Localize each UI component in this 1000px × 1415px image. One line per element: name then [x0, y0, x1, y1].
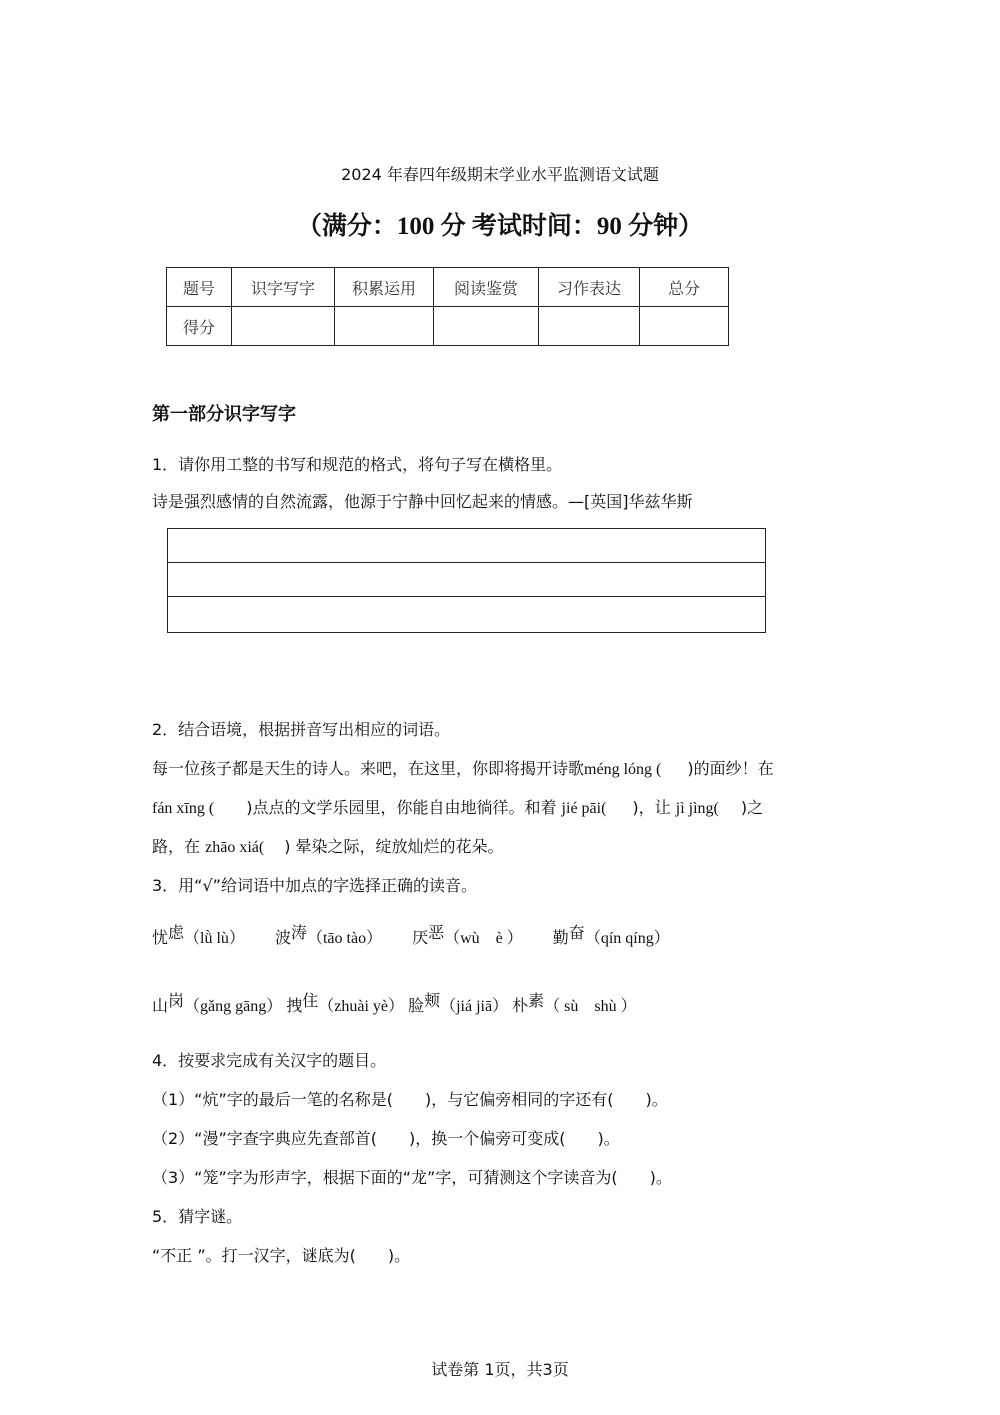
- word-char: 山: [152, 996, 169, 1015]
- word-item: [286, 991, 405, 1015]
- passage-text: ) 晕染之际，绽放灿烂的花朵。: [284, 837, 504, 856]
- pronunciation-options[interactable]: （gǎng gāng）: [184, 998, 283, 1015]
- question-3-row-1: [152, 923, 670, 949]
- writing-grid-line: [168, 562, 765, 563]
- table-header-cell: 识字写字: [232, 268, 335, 307]
- question-2-prompt: 2．结合语境，根据拼音写出相应的词语。: [152, 720, 451, 739]
- word-item: [274, 923, 383, 947]
- word-char: 勤: [552, 928, 569, 947]
- dotted-char: 住: [302, 991, 319, 1010]
- question-2-line-2: [152, 798, 763, 819]
- word-char: 拽: [286, 996, 303, 1015]
- pronunciation-options[interactable]: （tāo tào）: [306, 930, 383, 947]
- pronunciation-options[interactable]: （jiá jiā）: [440, 998, 509, 1015]
- question-3-row-2: [152, 991, 637, 1017]
- dotted-char: 涛: [290, 923, 307, 942]
- writing-grid-line: [168, 596, 765, 597]
- pinyin-text: méng lóng (: [584, 761, 662, 778]
- table-header-cell: 题号: [167, 268, 232, 307]
- word-item: [152, 991, 283, 1015]
- passage-text: )点点的文学乐园里，你能自由地徜徉。和着: [246, 798, 557, 817]
- dotted-char: 岗: [168, 991, 185, 1010]
- pinyin-text: jié pāi(: [561, 800, 607, 817]
- question-2-line-1: [152, 759, 774, 780]
- pinyin-text: jì jìng(: [675, 800, 719, 817]
- word-char: 忧: [152, 928, 169, 947]
- question-4-item-3: （3）“笼”字为形声字，根据下面的“龙”字，可猜测这个字读音为( )。: [152, 1168, 672, 1187]
- question-1-quote: 诗是强烈感情的自然流露，他源于宁静中回忆起来的情感。—[英国]华兹华斯: [152, 492, 693, 511]
- question-2-line-3: [152, 837, 504, 858]
- writing-grid[interactable]: [167, 528, 766, 633]
- pronunciation-options[interactable]: （zhuài yè）: [318, 998, 405, 1015]
- exam-title: 2024 年春四年级期末学业水平监测语文试题: [341, 165, 659, 184]
- table-header-cell: 习作表达: [539, 268, 640, 307]
- dotted-char: 颊: [424, 991, 441, 1010]
- score-table-header-row: [167, 268, 729, 307]
- pronunciation-options[interactable]: （wù è ）: [444, 930, 523, 947]
- word-char: 朴: [512, 996, 529, 1015]
- passage-text: 路，在: [152, 837, 201, 856]
- word-char: 波: [274, 928, 291, 947]
- question-5-prompt: 5．猜字谜。: [152, 1207, 243, 1226]
- word-item: [552, 923, 670, 947]
- score-table-score-row: [167, 307, 729, 346]
- pronunciation-options[interactable]: （ sù shù ）: [544, 998, 637, 1015]
- question-4-item-1: （1）“炕”字的最后一笔的名称是( )，与它偏旁相同的字还有( )。: [152, 1090, 668, 1109]
- question-1-prompt: 1．请你用工整的书写和规范的格式，将句子写在横格里。: [152, 455, 563, 474]
- table-header-cell: 总分: [640, 268, 729, 307]
- question-5-riddle: “不正 ”。打一汉字，谜底为( )。: [152, 1246, 411, 1265]
- pinyin-text: fán xīng (: [152, 800, 215, 817]
- score-cell[interactable]: [640, 307, 729, 346]
- table-row-label: 得分: [167, 307, 232, 346]
- score-cell[interactable]: [232, 307, 335, 346]
- passage-text: )的面纱！在: [687, 759, 774, 778]
- passage-text: )，让: [632, 798, 671, 817]
- dotted-char: 虑: [168, 923, 185, 942]
- table-header-cell: 积累运用: [335, 268, 434, 307]
- word-item: [152, 923, 245, 947]
- page-footer: 试卷第 1页，共3页: [431, 1360, 569, 1379]
- word-char: 厌: [412, 928, 429, 947]
- passage-text: 每一位孩子都是天生的诗人。来吧，在这里，你即将揭开诗歌: [152, 759, 585, 778]
- score-cell[interactable]: [539, 307, 640, 346]
- word-char: 脸: [408, 996, 425, 1015]
- question-3-prompt: 3．用“√”给词语中加点的字选择正确的读音。: [152, 876, 477, 895]
- pronunciation-options[interactable]: （lǜ lù）: [184, 930, 245, 947]
- table-header-cell: 阅读鉴赏: [434, 268, 539, 307]
- score-table: [166, 267, 729, 346]
- pinyin-text: zhāo xiá(: [205, 839, 265, 856]
- dotted-char: 奋: [568, 923, 585, 942]
- word-item: [408, 991, 509, 1015]
- dotted-char: 素: [528, 991, 545, 1010]
- passage-text: )之: [740, 798, 764, 817]
- question-4-prompt: 4．按要求完成有关汉字的题目。: [152, 1051, 387, 1070]
- score-cell[interactable]: [335, 307, 434, 346]
- word-item: [512, 991, 637, 1015]
- dotted-char: 恶: [428, 923, 445, 942]
- score-info: （满分：100 分 考试时间：90 分钟）: [296, 213, 704, 240]
- word-item: [412, 923, 523, 947]
- score-cell[interactable]: [434, 307, 539, 346]
- section-heading: 第一部分识字写字: [152, 404, 296, 425]
- question-4-item-2: （2）“漫”字查字典应先查部首( )，换一个偏旁可变成( )。: [152, 1129, 620, 1148]
- pronunciation-options[interactable]: （qín qíng）: [584, 930, 670, 947]
